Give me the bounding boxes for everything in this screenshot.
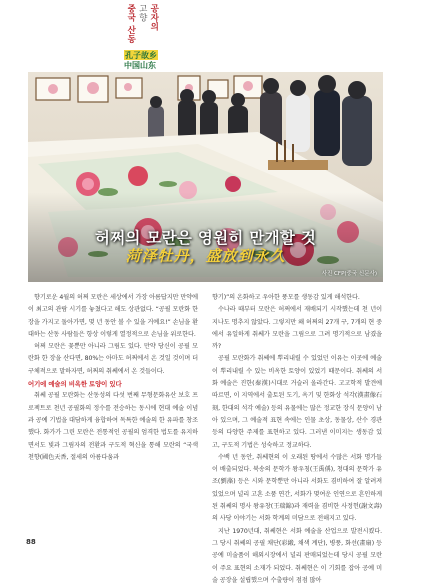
article-paragraph: 지난 1970년대, 취쎄현은 서화 예술을 산업으로 발전시켰다. 그 당시 취쎄의 공필 채단(彩緞, 채색 계단), 병풍, 화선(畫扇) 등 공예 미술품이 해외시장에서 널리 판매되었는데 당시 공필 모란이 주요 표현의 소재가 되었다. 취쎄현은 이 기회를 잡아 공예 미술 공장을 설립했으며 수출량이 점점 많아 — [212, 527, 382, 584]
series-col-right: 공자의 — [148, 4, 159, 31]
article-paragraph: 허쩌 모란은 꽃뿐만 아니라 그림도 있다. 만약 당신이 공필 모란화 한 장을 산다면, 80%는 아마도 허쩌에서 온 것일 것이며 더 구체적으로 말하자면, 허쩌의 취쎄에서 온 것들이다. — [28, 343, 198, 375]
article-paragraph: 수백 년 동안, 취쎄현의 이 오래된 땅에서 수많은 서화 명가들이 배출되었다. 북송의 문학가 왕우칭(王禹偁), 청대의 문학가 유조(劉藻) 등은 시와 문학뿐만 아니라 서화도 겸비하여 잘 알려져 있었으며 널리 고혼 소품 연간, 서화가 몇여운 인연으로 흔인하게 된 취쎄의 명사 왕유창(王瑞錦)과 재력을 겸비한 사정헌(謝文壽)의 사당 이야기는 서화 학계의 미담으로 전해지고 있다. — [212, 453, 382, 523]
series-label-chinese — [124, 50, 158, 70]
article-column-left — [28, 292, 198, 464]
article-paragraph: 향기)”의 온화하고 우아한 풍모를 생동감 있게 해석한다. — [212, 294, 360, 301]
article-paragraph: 향기로운 4월의 허쩌 모란은 세상에서 가장 아름답지만 만약에 이 최고의 관람 시기를 놓쳤다고 해도 상관없다. “공필 모란화 한 장을 가지고 돌아가면, 몇 년 동안 볼 수 있을 거예요!” 손님을 환대하는 산동 사람들은 항상 이렇게 열정적으로 손님을 위로한다. — [28, 294, 198, 338]
headline-chinese: 菏泽牡丹，盛放到永久 — [125, 247, 286, 265]
section-subheading: 어기에 예술의 비옥한 토양이 있다 — [28, 380, 122, 389]
series-cn-line1: 孔子故乡 — [125, 50, 157, 60]
article-paragraph: 공필 모란화가 취쎄에 뿌리내릴 수 있었던 이유는 이곳에 예술이 뿌리내릴 수 있는 비옥한 토양이 있었기 때문이다. 취쎄의 서화 예술은 진한(秦漢)시대로 거슬러 올라간다. 고고학적 발견에 따르면, 이 지역에서 출토된 도기, 옥기 및 한화상 석각(漢畫像石刻, 한대의 석각 예술) 등의 유물에는 많은 정교한 장식 문양이 남아 있으며, 그 예술적 표현 속에는 인물 초상, 동물상, 산수 경관 등의 다양한 주제를 표현하고 있다. 그러낸 이미지는 생동감 있고, 구도적 기법은 성숙하고 정교하다. — [212, 355, 382, 449]
feature-photo — [28, 72, 383, 282]
article-paragraph: 수나라 때부터 모란은 허쩌에서 재배되기 시작했는데 천 년이 지나도 명추지 않았다. 그렇지만 왜 허쩌의 27개 구, 7개의 현 중에서 유일하게 취쎄가 모란을 그림으로 그려 명기적으로 남겼을까? — [212, 306, 382, 351]
article-paragraph: 취쎄 공필 모란화는 산동성의 다섯 번째 무형문화유산 보호 프로젝트로 천년 공필화의 정수를 전승하는 동시에 현대 예술 이념과 공예 기법을 대담하게 융합하여 독특한 예술의 한 유파를 창조했다. 화가가 그린 모란은 전통적인 공필의 엄격한 법도를 유지하면서도 빛과 그림자의 전환과 구도적 혁신을 통해 모란의 “국색천향(國色天香, 절세의 아름다움과 — [28, 392, 198, 461]
page-number: 88 — [26, 538, 36, 546]
series-label-vertical — [120, 4, 164, 54]
series-col-mid: 고향 — [137, 4, 148, 22]
headline-korean: 허쩌의 모란은 영원히 만개할 것 — [94, 229, 317, 247]
photo-credit: 사진 CFP(중국 신문사) — [321, 271, 377, 277]
series-col-left: 중국 산동 — [125, 4, 136, 44]
series-cn-line2: 中国山东 — [124, 60, 156, 70]
article-column-right — [212, 292, 382, 587]
